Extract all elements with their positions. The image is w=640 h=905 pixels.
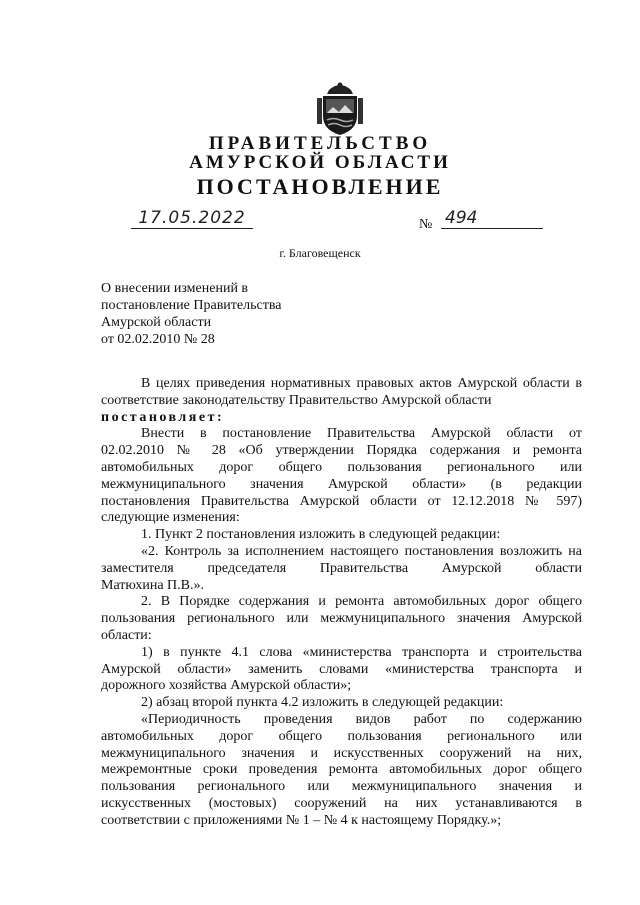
body-line: соответствии с приложениями № 1 – № 4 к настоящему Порядку.»; bbox=[101, 812, 502, 828]
body-line: 02.02.2010 № 28 «Об утверждении Порядка содержания и ремонта bbox=[101, 443, 582, 459]
body-line: заместителя председателя Правительства Амурской области bbox=[101, 560, 582, 576]
city-line: г. Благовещенск bbox=[279, 246, 361, 260]
body-line: Матюхина П.В.». bbox=[101, 577, 204, 593]
body-line: межремонтные сроки проведения ремонта автомобильных дорог общего bbox=[101, 762, 582, 778]
body-line: автомобильных дорог общего пользования регионального или bbox=[101, 459, 582, 475]
subject-line: постановление Правительства bbox=[101, 298, 282, 313]
body-line: искусственных (мостовых) сооружений на них устанавливаются в bbox=[101, 795, 582, 811]
body-line: 2) абзац второй пункта 4.2 изложить в следующей редакции: bbox=[141, 695, 504, 711]
subject-line: Амурской области bbox=[101, 315, 212, 330]
body-line: дорожного хозяйства Амурской области»; bbox=[101, 678, 352, 694]
body-line: «Периодичность проведения видов работ по содержанию bbox=[141, 711, 582, 727]
government-title: ПРАВИТЕЛЬСТВО bbox=[208, 133, 432, 154]
body-line: «2. Контроль за исполнением настоящего постановления возложить на bbox=[141, 543, 582, 559]
body-line: 2. В Порядке содержания и ремонта автомобильных дорог общего bbox=[141, 594, 582, 610]
decrees-word: постановляет: bbox=[101, 409, 225, 425]
decree-body bbox=[101, 376, 582, 830]
decree-subject bbox=[101, 280, 281, 348]
decree-number: 494 bbox=[441, 208, 543, 229]
body-line: В целях приведения нормативных правовых актов Амурской области в bbox=[141, 376, 582, 391]
body-line: следующие изменения: bbox=[101, 510, 240, 526]
body-line: Внести в постановление Правительства Амурской области от bbox=[141, 426, 582, 442]
decree-date: 17.05.2022 bbox=[131, 208, 253, 229]
coat-of-arms-emblem bbox=[315, 80, 365, 136]
body-line: области: bbox=[101, 627, 152, 643]
subject-line: О внесении изменений в bbox=[101, 281, 249, 296]
number-sign: № bbox=[419, 217, 433, 232]
body-line: пользования регионального или межмуниципального значения и bbox=[101, 779, 582, 795]
body-line: 1) в пункте 4.1 слова «министерства транспорта и строительства bbox=[141, 644, 582, 660]
body-line: Амурской области» заменить словами «министерства транспорта и bbox=[101, 661, 582, 677]
document-type-title: ПОСТАНОВЛЕНИЕ bbox=[196, 174, 444, 199]
body-line: 1. Пункт 2 постановления изложить в следующей редакции: bbox=[141, 527, 501, 543]
region-title: АМУРСКОЙ ОБЛАСТИ bbox=[189, 152, 451, 173]
body-line: соответствие законодательству Правительство Амурской области bbox=[101, 392, 492, 408]
body-line: пользования регионального или межмуниципального значения Амурской bbox=[101, 611, 582, 627]
subject-line: от 02.02.2010 № 28 bbox=[101, 332, 215, 347]
body-line: автомобильных дорог общего пользования регионального или bbox=[101, 728, 582, 744]
body-line: межмуниципального значения и искусственных сооружений на них, bbox=[101, 745, 582, 761]
body-line: межмуниципального значения Амурской области» (в редакции bbox=[101, 476, 582, 492]
body-line: постановления Правительства Амурской области от 12.12.2018 № 597) bbox=[101, 493, 582, 509]
